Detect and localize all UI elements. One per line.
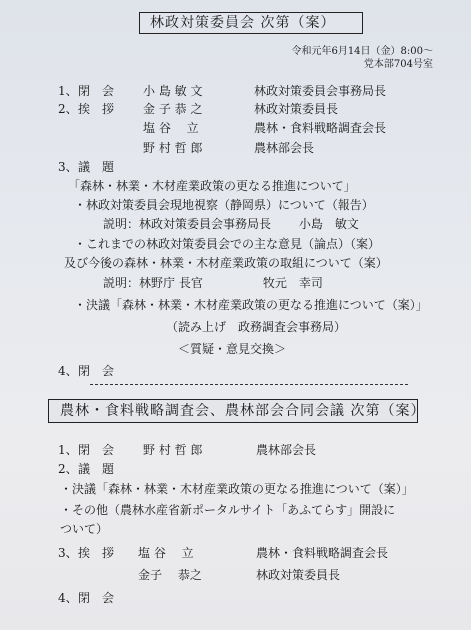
person-role: 林政対策委員長 <box>256 568 341 582</box>
agenda-qa: ＜質疑・意見交換＞ <box>178 342 287 356</box>
agenda-item: ・決議「森林・林業・木材産業政策の更なる推進について（案）」 <box>74 298 428 312</box>
agenda-presenter: 説明：林政対策委員会事務局長 小島 敏文 <box>103 217 359 231</box>
person-name: 野 村 哲 郎 <box>143 141 203 155</box>
item-label: 挨 拶 <box>78 102 115 116</box>
meeting-room: 党本部704号室 <box>363 59 433 70</box>
person-role: 農林部会長 <box>254 141 315 155</box>
person-role: 林政対策委員長 <box>254 102 339 116</box>
agenda-item: ・その他（農林水産省新ポータルサイト「あふてらす」開設に <box>60 503 396 517</box>
agenda-title: 「森林・林業・木材産業政策の更なる推進について」 <box>68 179 356 193</box>
agenda-presenter: 説明：林野庁 長官 牧元 幸司 <box>103 276 323 290</box>
item-label: 議 題 <box>78 160 115 174</box>
section1-title: 林政対策委員会 次第（案） <box>139 12 363 34</box>
person-name: 塩 谷 立 <box>143 121 199 135</box>
person-name: 金 子 恭 之 <box>143 102 203 116</box>
item-number: 2、 <box>58 102 78 116</box>
section-divider <box>90 384 408 385</box>
item-number: 4、 <box>58 364 78 378</box>
item-label: 議 題 <box>78 462 115 476</box>
item-number: 1、 <box>58 443 78 457</box>
person-role: 林政対策委員会事務局長 <box>254 84 387 98</box>
item-label: 閉 会 <box>78 364 115 378</box>
item-label: 閉 会 <box>78 443 115 457</box>
person-role: 農林・食料戦略調査会長 <box>254 121 387 135</box>
agenda-item: ・決議「森林・林業・木材産業政策の更なる推進について（案）」 <box>60 482 414 496</box>
item-label: 閉 会 <box>78 84 115 98</box>
item-number: 3、 <box>58 160 78 174</box>
person-name: 野 村 哲 郎 <box>143 443 203 457</box>
item-number: 4、 <box>58 591 78 605</box>
person-name: 金子 恭之 <box>138 568 202 582</box>
person-role: 農林部会長 <box>256 443 317 457</box>
item-label: 閉 会 <box>78 591 115 605</box>
agenda-item-continued: 及び今後の森林・林業・木材産業政策の取組について（案） <box>64 256 388 270</box>
agenda-note: （読み上げ 政務調査会事務局） <box>166 320 347 334</box>
meeting-date: 令和元年6月14日（金）8:00～ <box>291 46 433 57</box>
person-role: 農林・食料戦略調査会長 <box>256 546 389 560</box>
item-number: 2、 <box>58 462 78 476</box>
person-name: 塩 谷 立 <box>138 546 194 560</box>
item-number: 1、 <box>58 84 78 98</box>
person-name: 小 島 敏 文 <box>143 84 203 98</box>
agenda-item: ・これまでの林政対策委員会での主な意見（論点）（案） <box>74 237 381 251</box>
item-number: 3、 <box>58 546 78 560</box>
item-label: 挨 拶 <box>78 546 115 560</box>
section2-title: 農林・食料戦略調査会、農林部会合同会議 次第（案） <box>48 399 418 423</box>
agenda-item: ・林政対策委員会現地視察（静岡県）について（報告） <box>74 198 374 212</box>
agenda-item-continued: ついて） <box>60 522 109 536</box>
